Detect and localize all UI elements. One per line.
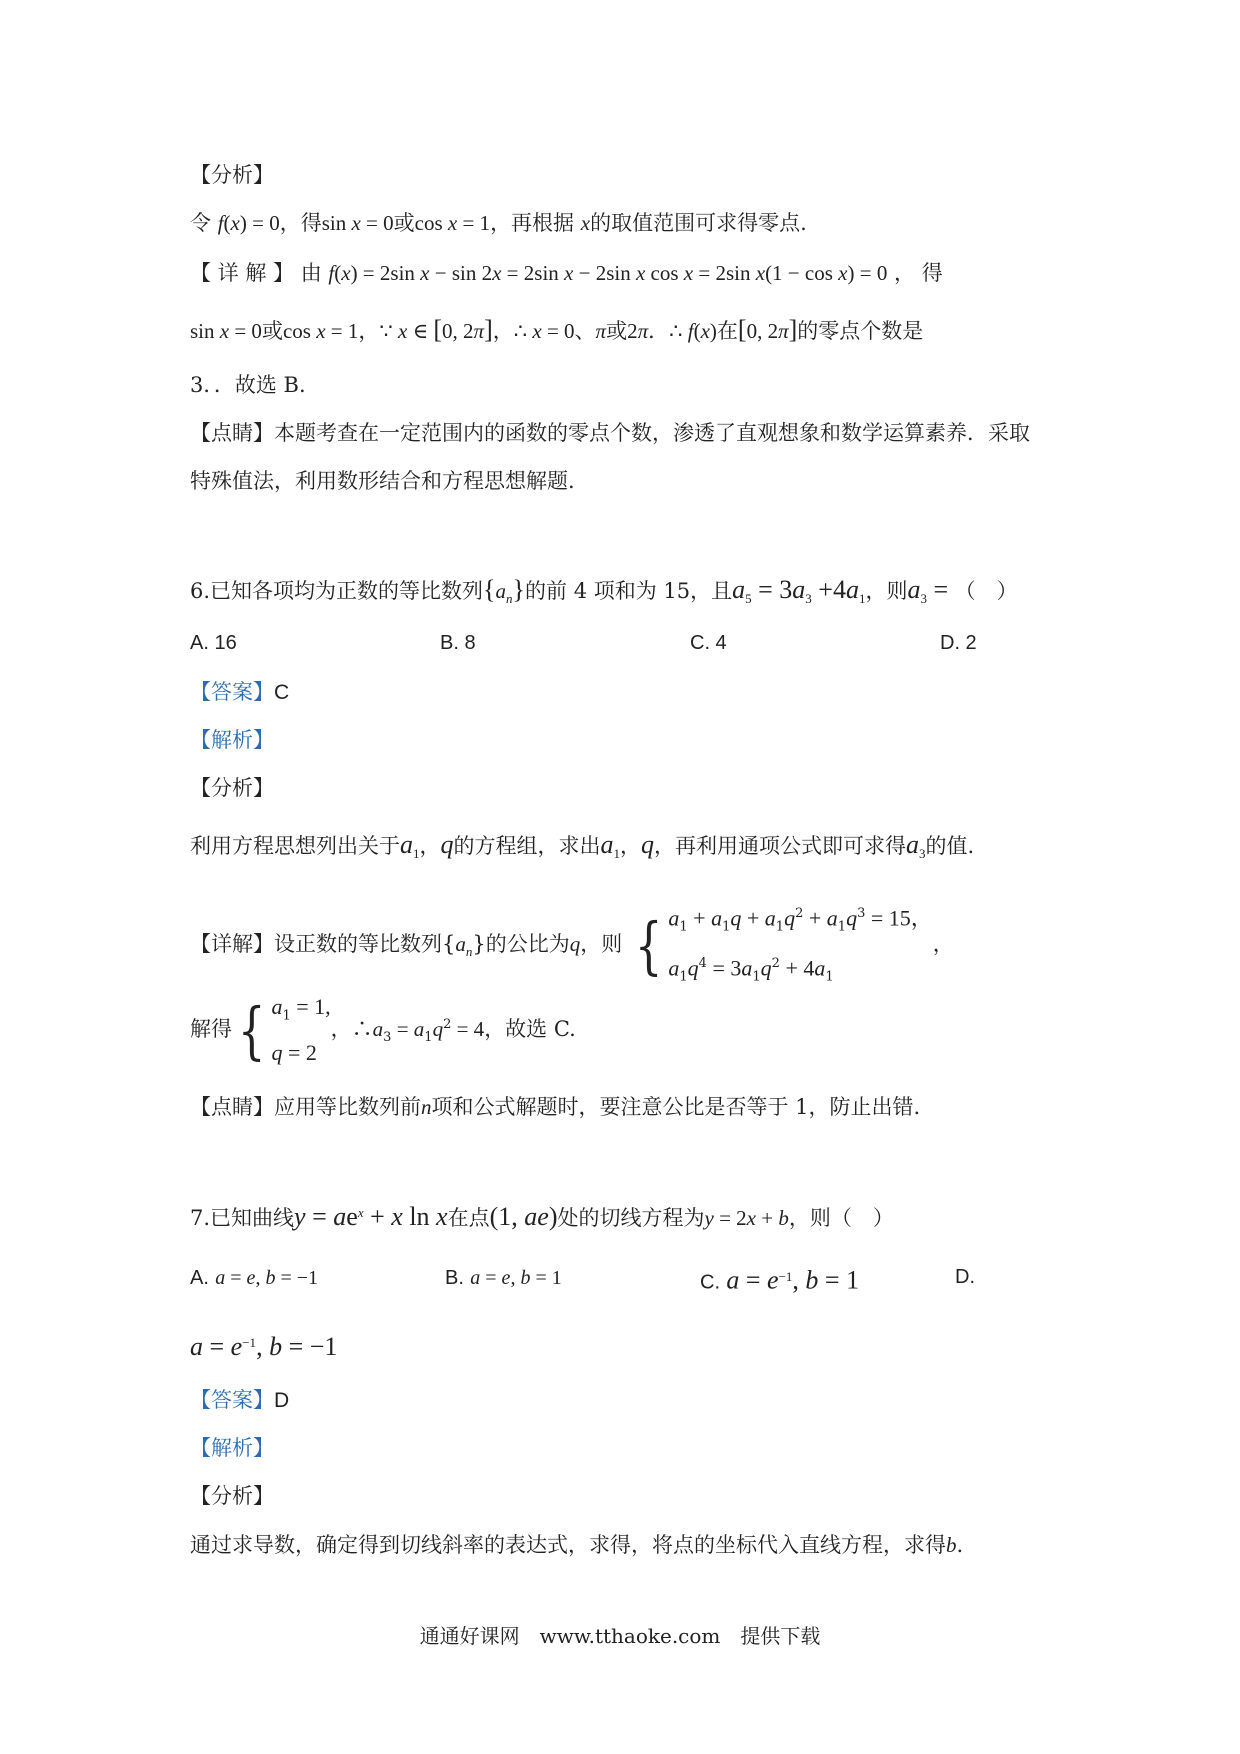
question-6-stem: 6.已知各项均为正数的等比数列$\{a_n\}$的前 4 项和为 15，且$a_5 = 3a_3 +4a_1$，则$a_3$ = （ ） [190, 575, 1018, 607]
text: 或 [261, 319, 283, 343]
q6-solve: 解得{ $a_1 = 1$, q = 2 ，$\therefore a_3 = a_1q^2 = 4$，故选 C. [190, 985, 576, 1078]
text: 或 [606, 319, 628, 343]
text: ，则（ ） [788, 1206, 894, 1230]
heading-fenxi: 【分析】 [190, 163, 274, 187]
text: ，则 [580, 932, 623, 957]
text: （ ） [954, 579, 1018, 603]
q6-analysis: 利用方程思想列出关于$a_1$，q的方程组，求出$a_1$，q，再利用通项公式即可求得$a_3$的值. [190, 830, 975, 862]
text: ， 得 [894, 261, 943, 285]
text: 处的切线方程为 [557, 1206, 705, 1230]
text: 6.已知各项均为正数的等比数列 [190, 579, 484, 603]
q6-dianjing: 【点睛】应用等比数列前n项和公式解题时，要注意公比是否等于 1，防止出错. [190, 1095, 921, 1119]
text: 7.已知曲线 [190, 1206, 295, 1230]
q7-jiexi-heading: 【解析】 [190, 1436, 274, 1460]
option-a[interactable]: A. 16 [190, 632, 237, 654]
label: C. [700, 1271, 720, 1294]
label: 【 详 解 】 由 [190, 261, 322, 285]
text: ，再根据 [490, 211, 575, 235]
text: ． [648, 319, 670, 343]
q7-option-d[interactable]: D. [955, 1266, 975, 1288]
text: ，则 [865, 579, 908, 603]
text: }的公比为 [472, 932, 570, 957]
text: 解得 [190, 1017, 232, 1041]
text: ，再利用通项公式即可求得 [654, 834, 906, 858]
fenxi-heading: 【分析】 [190, 776, 274, 800]
text: 或 [393, 211, 415, 235]
q7-analysis: 通过求导数，确定得到切线斜率的表达式，求得，将点的坐标代入直线方程，求得b. [190, 1533, 964, 1557]
detail-line-1: 【 详 解 】 由 f(x) = 2sin x − sin 2x = 2sin x − 2sin x cos x = 2sin x(1 − cos x) = 0 ， 得 [190, 261, 943, 285]
jiexi-heading: 【解析】 [190, 728, 274, 752]
option-b[interactable]: B. 8 [440, 632, 476, 654]
text: 、 [574, 319, 596, 343]
answer-line [190, 677, 289, 708]
solution-system: { $a_1 = 1$, q = 2 [237, 993, 331, 1067]
dianjing-line-1: 【点睛】本题考查在一定范围内的函数的零点个数，渗透了直观想象和数学运算素养．采取 [190, 421, 1030, 445]
q7-option-d-value: $a = e^{-1}$, b = −1 [190, 1332, 338, 1361]
option-c[interactable]: C. 4 [690, 632, 727, 654]
text: . [956, 1533, 964, 1557]
text: 【详解】设正数的等比数列{ [190, 932, 456, 957]
answer-tag: 【答案】 [190, 680, 274, 704]
text: 项和公式解题时，要注意公比是否等于 1，防止出错. [431, 1095, 921, 1119]
answer-tag: 【答案】 [190, 1388, 274, 1412]
conclusion-line: 3．．故选 B. [190, 373, 306, 397]
text: ，∴ [330, 1017, 373, 1041]
q7-option-b[interactable]: B. a = e, b = 1 [445, 1267, 562, 1289]
text: 在 [716, 319, 738, 343]
dianjing-line-2: 特殊值法，利用数形结合和方程思想解题. [190, 469, 575, 493]
text: 的值. [925, 834, 975, 858]
q7-answer-line [190, 1385, 289, 1416]
equation-system: { $a_1 + a_1q + a_1q^2 + a_1q^3 = 15$， $a_1q^4 = 3a_1q^2 + 4a_1$ [634, 905, 933, 985]
analysis-line: 令 f(x) = 0，得sin x = 0或cos x = 1，再根据 x的取值范围可求得零点. [190, 211, 807, 235]
text: 的前 4 项和为 15，且 [525, 579, 733, 603]
answer-value: C [274, 681, 290, 704]
text: ，故选 C. [484, 1017, 576, 1041]
label: A. [190, 1267, 209, 1289]
q7-fenxi-heading: 【分析】 [190, 1484, 274, 1508]
footer: 通通好课网 www.tthaoke.com 提供下载 [419, 1624, 821, 1648]
text: 利用方程思想列出关于 [190, 834, 400, 858]
label: B. [445, 1267, 464, 1289]
text: ， [358, 319, 380, 343]
text: 在点 [447, 1206, 490, 1230]
text: 【点睛】应用等比数列前 [190, 1095, 421, 1119]
question-7-stem: 7.已知曲线$y = ae^x + x$ ln x在点(1, ae)处的切线方程为y = 2x + b，则（ ） [190, 1202, 894, 1231]
text: 的方程组，求出 [453, 834, 601, 858]
text: ，得 [279, 211, 322, 235]
answer-value: D [274, 1389, 290, 1412]
text: 的零点个数是 [797, 319, 924, 343]
q7-option-a[interactable]: A. a = e, b = −1 [190, 1267, 318, 1289]
q7-option-c[interactable]: C. $a = e^{-1}$, b = 1 [700, 1265, 860, 1295]
text: 通过求导数，确定得到切线斜率的表达式，求得，将点的坐标代入直线方程，求得 [190, 1533, 946, 1557]
text: 令 [190, 211, 211, 235]
text: ， [492, 319, 514, 343]
detail-line-2: sin x = 0或cos x = 1，∵ x ∈ [0, 2π]，∴ x = 0、π或2π．∴ f(x)在[0, 2π]的零点个数是 [190, 315, 924, 344]
q6-detail: 【详解】设正数的等比数列$\{a_n\}$的公比为q，则 { $a_1 + a_1q + a_1q^2 + a_1q^3 = 15$， $a_1q^4 = 3a_1q^2 + 4a_1$ ， [190, 896, 954, 995]
text: 的取值范围可求得零点. [590, 211, 807, 235]
option-d[interactable]: D. 2 [940, 632, 977, 654]
